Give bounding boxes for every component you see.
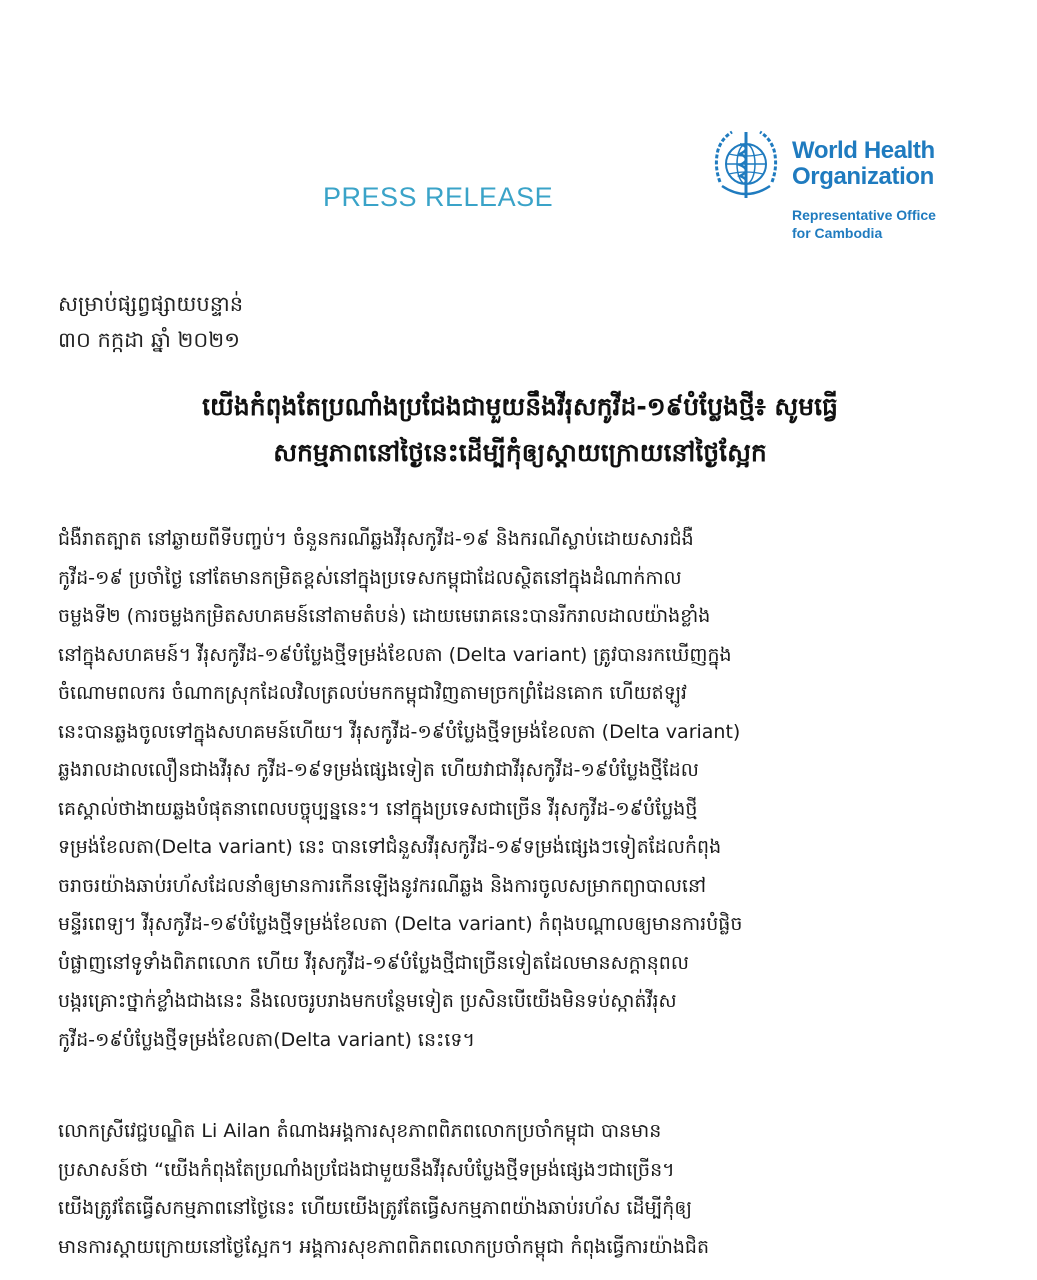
org-name-line-1: World Health xyxy=(792,137,935,164)
who-logo xyxy=(706,126,946,246)
paragraph-2-line: មានការស្តាយក្រោយនៅថ្ងៃស្អែក។ អង្គការសុខភាពពិភពលោកប្រចាំកម្ពុជា កំពុងធ្វើការយ៉ាងជិត xyxy=(58,1235,710,1258)
office-line-2: for Cambodia xyxy=(792,225,883,241)
paragraph-1-line: បំផ្លាញនៅទូទាំងពិភពលោក ហើយ វីរុសកូវីដ-១៩បំប្លែងថ្មីជាច្រើនទៀតដែលមានសក្តានុពល xyxy=(58,951,689,974)
paragraph-1-line: នេះបានឆ្លងចូលទៅក្នុងសហគមន៍ហើយ។ វីរុសកូវីដ-១៩បំប្លែងថ្មីទម្រង់ខែលតា (Delta variant) xyxy=(58,720,741,743)
paragraph-1-line: កូវីដ-១៩ ប្រចាំថ្ងៃ នៅតែមានកម្រិតខ្ពស់នៅក្នុងប្រទេសកម្ពុជាដែលស្ថិតនៅក្នុងដំណាក់កាល xyxy=(58,566,682,589)
paragraph-1-line: កូវីដ-១៩បំប្លែងថ្មីទម្រង់ខែលតា(Delta variant) នេះទេ។ xyxy=(58,1028,475,1051)
paragraph-1-line: ចរាចរយ៉ាងឆាប់រហ័សដែលនាំឲ្យមានការកើនឡើងនូវករណីឆ្លង និងការចូលសម្រាកព្យាបាលនៅ xyxy=(58,874,707,897)
paragraph-1 xyxy=(58,520,988,1059)
representative-office xyxy=(792,206,952,242)
paragraph-2-line: យើងត្រូវតែធ្វើសកម្មភាពនៅថ្ងៃនេះ ហើយយើងត្រូវតែធ្វើសកម្មភាពយ៉ាងឆាប់រហ័ស ដើម្បីកុំឲ្យ xyxy=(58,1197,693,1219)
paragraph-1-line: ជំងឺរាតត្បាត នៅឆ្ងាយពីទីបញ្ចប់។ ចំនួនករណីឆ្លងវីរុសកូវីដ-១៩ និងករណីស្លាប់ដោយសារជំងឺ xyxy=(58,528,694,550)
title-line-1: យើងកំពុងតែប្រណាំងប្រជែងជាមួយនឹងវីរុសកូវីដ-១៩បំប្លែងថ្មី៖ សូមធ្វើ xyxy=(202,392,838,421)
paragraph-1-line: បង្ករគ្រោះថ្នាក់ខ្លាំងជាងនេះ នឹងលេចរូបរាងមកបន្ថែមទៀត ប្រសិនបើយើងមិនទប់ស្កាត់វីរុស xyxy=(58,990,677,1012)
paragraph-1-line: ទម្រង់ខែលតា(Delta variant) នេះ បានទៅជំនួសវីរុសកូវីដ-១៩ទម្រង់ផ្សេងៗទៀតដែលកំពុង xyxy=(58,836,722,858)
paragraph-2-line: ប្រសាសន៍ថា “យើងកំពុងតែប្រណាំងប្រជែងជាមួយនឹងវីរុសបំប្លែងថ្មីទម្រង់ផ្សេងៗជាច្រើន។ xyxy=(58,1158,675,1181)
title-line-2: សកម្មភាពនៅថ្ងៃនេះដើម្បីកុំឲ្យស្តាយក្រោយនៅថ្ងៃស្អែក xyxy=(273,438,767,467)
release-meta xyxy=(58,286,243,358)
paragraph-1-line: ឆ្លងរាលដាលលឿនជាងវីរុស កូវីដ-១៩ទម្រង់ផ្សេងទៀត ហើយវាជាវីរុសកូវីដ-១៩បំប្លែងថ្មីដែល xyxy=(58,759,699,781)
paragraph-1-line: ចម្លងទី២ (ការចម្លងកម្រិតសហគមន៍នៅតាមតំបន់) ដោយមេរោគនេះបានរីករាលដាលយ៉ាងខ្លាំង xyxy=(58,605,711,627)
paragraph-1-line: នៅក្នុងសហគមន៍។ វីរុសកូវីដ-១៩បំប្លែងថ្មីទម្រង់ខែលតា (Delta variant) ត្រូវបានរកឃើញក្នុង xyxy=(58,643,732,666)
org-name-line-2: Organization xyxy=(792,163,934,190)
paragraph-1-line: គេស្គាល់ថាងាយឆ្លងបំផុតនាពេលបច្ចុប្បន្ននេះ។ នៅក្នុងប្រទេសជាច្រើន វីរុសកូវីដ-១៩បំប្លែងថ្មី xyxy=(58,797,698,820)
paragraph-2-line: លោកស្រីវេជ្ជបណ្ឌិត Li Ailan តំណាងអង្គការសុខភាពពិភពលោកប្រចាំកម្ពុជា បានមាន xyxy=(58,1120,662,1142)
paragraph-2 xyxy=(58,1112,988,1266)
organization-name xyxy=(792,138,952,190)
document-title xyxy=(40,384,1000,476)
press-release-label: PRESS RELEASE xyxy=(323,182,554,212)
paragraph-1-line: មន្ទីរពេទ្យ។ វីរុសកូវីដ-១៩បំប្លែងថ្មីទម្រង់ខែលតា (Delta variant) កំពុងបណ្តាលឲ្យមានការបំផ្លិច xyxy=(58,913,743,935)
release-date: ៣០ កក្កដា ឆ្នាំ ២០២១ xyxy=(58,328,241,352)
office-line-1: Representative Office xyxy=(792,207,936,223)
paragraph-1-line: ចំណោមពលករ ចំណាកស្រុកដែលវិលត្រលប់មកកម្ពុជាវិញតាមច្រកព្រំដែនគោក ហើយឥឡូវ xyxy=(58,682,687,704)
release-note: សម្រាប់ផ្សព្វផ្សាយបន្ទាន់ xyxy=(58,292,244,316)
who-emblem-icon xyxy=(706,126,786,206)
